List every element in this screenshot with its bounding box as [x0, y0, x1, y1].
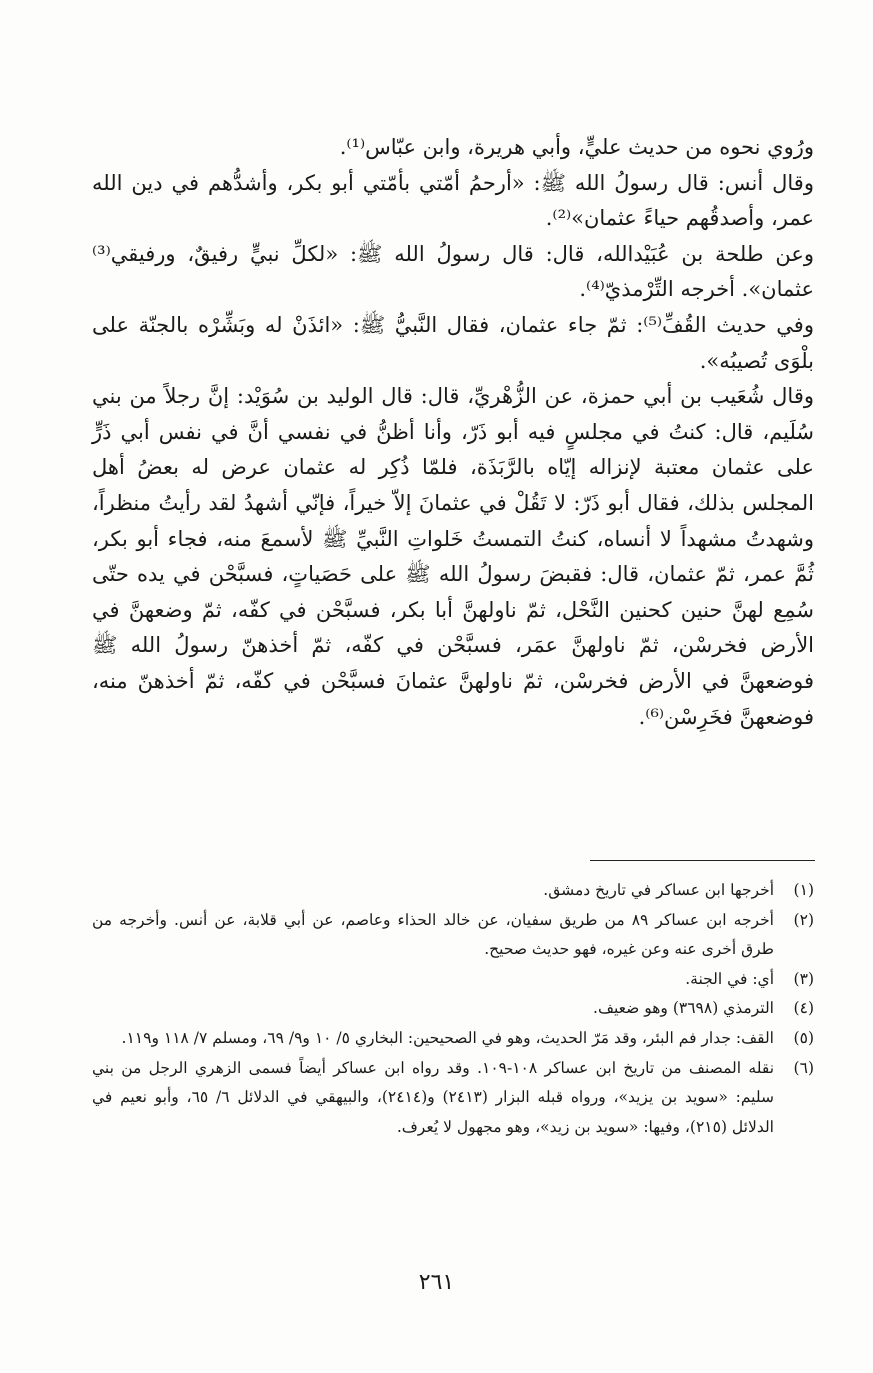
- footnote-number: (١): [793, 881, 814, 899]
- footnotes: [92, 876, 814, 1142]
- footnote-separator: [590, 860, 815, 861]
- footnote-text: أخرجها ابن عساكر في تاريخ دمشق.: [543, 881, 774, 899]
- footnote-3: [92, 965, 814, 995]
- paragraph-1: ورُوي نحوه من حديث عليٍّ، وأبي هريرة، وابن عبّاس⁽¹⁾.: [339, 135, 814, 159]
- footnote-number: (٣): [793, 969, 814, 988]
- paragraph-5: وقال شُعَيب بن أبي حمزة، عن الزُّهْريِّ، قال: قال الوليد بن سُوَيْد: إنَّ رجلاً من بني سُلَيم، قال: كنتُ في مجلسٍ فيه أبو ذَرّ، وأنا أظنُّ في نفسي أنَّ في نفس أبي ذَرٍّ على عثمان معتبة لإنزاله إيّاه بالرَّبَذَة، فلمّا ذُكِر له عثمان عرض له بعضُ أهل المجلس بذلك، فقال أبو ذَرّ: لا تَقُلْ في عثمانَ إلاّ خيراً، فإنّي أشهدُ لقد رأيتُ منظراً، وشهدتُ مشهداً لا أنساه، كنتُ التمستُ خَلواتِ النَّبيِّ ﷺ لأسمعَ منه، فجاء أبو بكر، ثُمَّ عمر، ثمّ عثمان، قال: فقبضَ رسولُ الله ﷺ على حَصَياتٍ، فسبَّحْن في يده حتّى سُمِع لهنَّ حنين كحنين النَّحْل، ثمّ ناولهنَّ أبا بكر، فسبَّحْن في كفّه، ثمّ وضعهنَّ في الأرض فخرسْن، ثمّ ناولهنَّ عمَر، فسبَّحْن في كفّه، ثمّ أخذهنّ رسولُ الله ﷺ فوضعهنَّ في الأرض فخرسْن، ثمّ ناولهنَّ عثمانَ فسبَّحْن في كفّه، ثمّ أخذهنّ منه، فوضعهنَّ فخَرِسْن⁽⁶⁾.: [92, 384, 815, 729]
- footnote-text: الترمذي (٣٦٩٨) وهو ضعيف.: [593, 999, 774, 1018]
- footnote-4: [92, 994, 814, 1024]
- footnote-number: (٦): [793, 1058, 814, 1077]
- paragraph-4: وفي حديث القُفِّ⁽⁵⁾: ثمّ جاء عثمان، فقال النَّبيُّ ﷺ: «ائذَنْ له وبَشِّرْه بالجنّة على بلْوَى تُصيبُه».: [92, 312, 814, 373]
- page-number: ٢٦١: [418, 1270, 455, 1295]
- footnote-5: [92, 1024, 814, 1054]
- footnote-text: القف: جدار فم البئر، وقد مَرّ الحديث، وهو في الصحيحين: البخاري ٥/ ١٠ و٩/ ٦٩، ومسلم ٧/ ١١٨ و١١٩.: [121, 1028, 774, 1047]
- footnote-text: أي: في الجنة.: [685, 969, 774, 988]
- main-text: [92, 130, 814, 735]
- footnote-1: [92, 876, 814, 906]
- paragraph-3: وعن طلحة بن عُبَيْدالله، قال: قال رسولُ الله ﷺ: «لكلِّ نبيٍّ رفيقٌ، ورفيقي⁽³⁾ عثمان». أخرجه التِّرْمذيّ⁽⁴⁾.: [92, 241, 814, 302]
- footnote-number: (٤): [793, 999, 814, 1018]
- footnote-number: (٢): [793, 910, 814, 929]
- footnote-6: [92, 1054, 814, 1143]
- footnote-2: [92, 906, 814, 965]
- footnote-number: (٥): [793, 1028, 814, 1047]
- paragraph-2: وقال أنس: قال رسولُ الله ﷺ: «أرحمُ أمّتي بأمّتي أبو بكر، وأشدُّهم في دين الله عمر، وأصدقُهم حياءً عثمان»⁽²⁾.: [92, 170, 814, 231]
- footnote-text: نقله المصنف من تاريخ ابن عساكر ١٠٨-١٠٩. وقد رواه ابن عساكر أيضاً فسمى الزهري الرجل من بني سليم: «سويد بن يزيد»، ورواه قبله البزار (٢٤١٣) و(٢٤١٤)، والبيهقي في الدلائل ٦/ ٦٥، وأبو نعيم في الدلائل (٢١٥)، وفيها: «سويد بن زيد»، وهو مجهول لا يُعرف.: [92, 1058, 775, 1136]
- footnote-text: أخرجه ابن عساكر ٨٩ من طريق سفيان، عن خالد الحذاء وعاصم، عن أبي قلابة، عن أنس. وأخرجه من طرق أخرى عنه وعن غيره، فهو حديث صحيح.: [92, 910, 774, 959]
